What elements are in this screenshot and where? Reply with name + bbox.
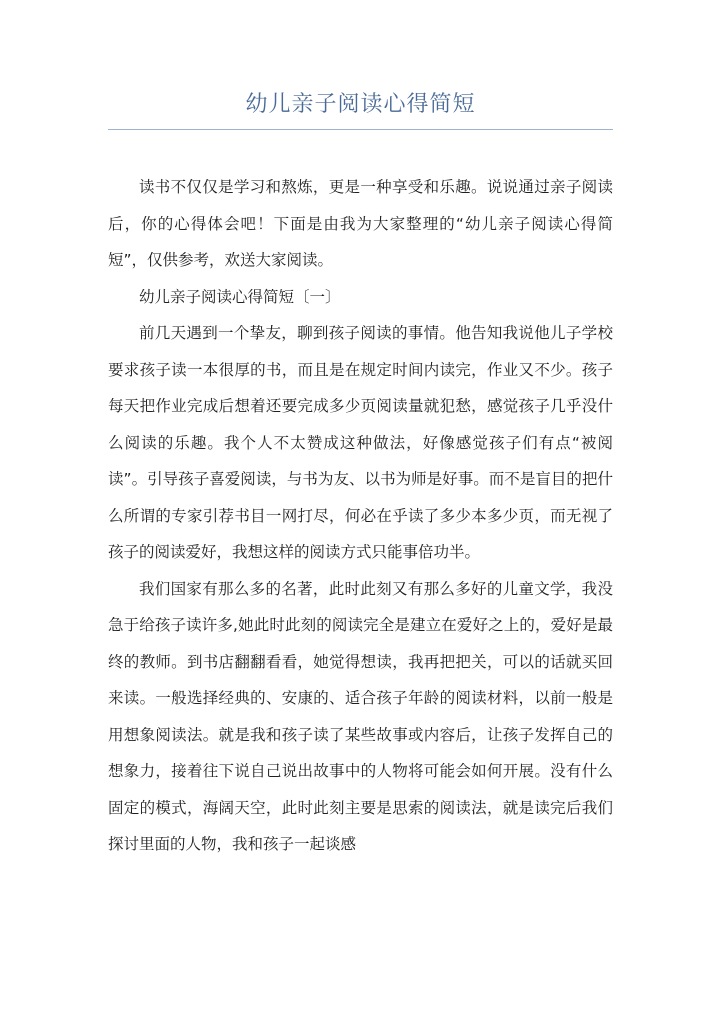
body-paragraph: 前几天遇到一个挚友，聊到孩子阅读的事情。他告知我说他儿子学校要求孩子读一本很厚的书，而且是在规定时间内读完，作业又不少。孩子每天把作业完成后想着还要完成多少页阅读量就犯愁，感觉孩子几乎没什么阅读的乐趣。我个人不太赞成这种做法，好像感觉孩子们有点“被阅读”。引导孩子喜爱阅读，与书为友、以书为师是好事。而不是盲目的把什么所谓的专家引荐书目一网打尽，何必在乎读了多少本多少页，而无视了孩子的阅读爱好，我想这样的阅读方式只能事倍功半。 (108, 324, 613, 561)
intro-paragraph: 读书不仅仅是学习和熬炼，更是一种享受和乐趣。说说通过亲子阅读后，你的心得体会吧！下面是由我为大家整理的“幼儿亲子阅读心得简短”，仅供参考，欢送大家阅读。 (108, 178, 613, 269)
document-title: 幼儿亲子阅读心得简短 (245, 92, 476, 117)
section-heading: 幼儿亲子阅读心得简短〔一〕 (139, 287, 341, 306)
body-paragraph: 我们国家有那么多的名著，此时此刻又有那么多好的儿童文学，我没急于给孩子读许多,她此时此刻的阅读完全是建立在爱好之上的，爱好是最终的教师。到书店翻翻看看，她觉得想读，我再把把关，可以的话就买回来读。一般选择经典的、安康的、适合孩子年龄的阅读材料，以前一般是用想象阅读法。就是我和孩子读了某些故事或内容后，让孩子发挥自己的想象力，接着往下说自己说出故事中的人物将可能会如何开展。没有什么固定的模式，海阔天空，此时此刻主要是思索的阅读法，就是读完后我们探讨里面的人物，我和孩子一起谈感 (108, 579, 613, 853)
document-body (108, 169, 613, 863)
title-divider (108, 129, 613, 130)
